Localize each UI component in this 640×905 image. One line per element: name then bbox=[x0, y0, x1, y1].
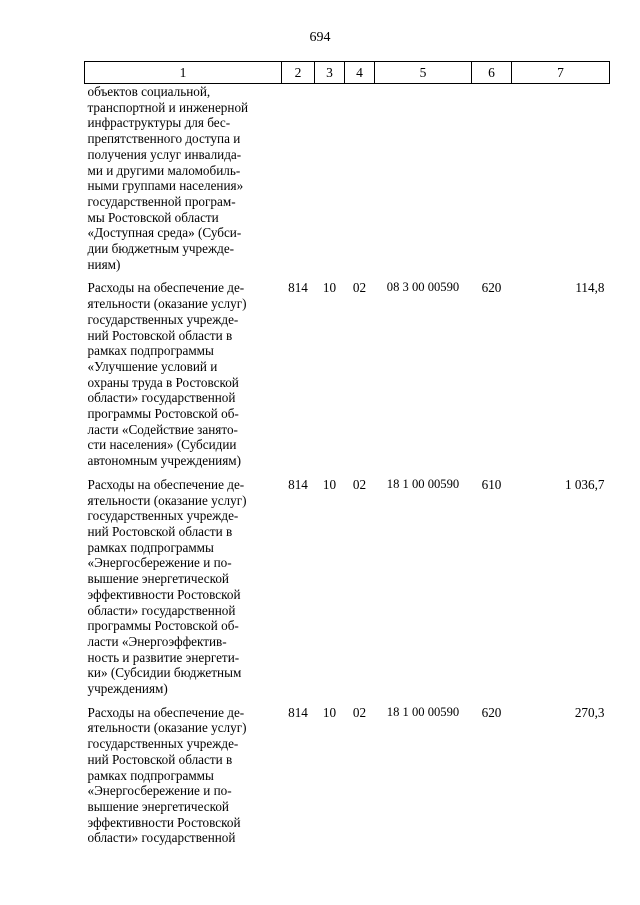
ministry-code: 814 bbox=[288, 476, 308, 492]
description-line: «Улучшение условий и bbox=[87, 358, 218, 374]
ministry-code: 814 bbox=[288, 704, 308, 720]
column-header: 6 bbox=[472, 62, 512, 84]
description-line: «Энергосбережение и по- bbox=[87, 783, 232, 799]
description-line: эффективности Ростовской bbox=[87, 586, 241, 602]
description-line: ний Ростовской области в bbox=[87, 751, 233, 767]
column-header: 4 bbox=[345, 62, 375, 84]
description-line: ми и другими маломобиль- bbox=[87, 162, 241, 178]
description-line: программы Ростовской об- bbox=[87, 406, 239, 422]
description-line: ласти «Энергоэффектив- bbox=[87, 633, 227, 649]
ministry-code: 814 bbox=[288, 280, 308, 296]
description-line: ласти «Содействие занято- bbox=[87, 421, 238, 437]
description-line: эффективности Ростовской bbox=[87, 814, 241, 830]
expense-description bbox=[85, 84, 282, 281]
description-line: программы Ростовской об- bbox=[87, 618, 239, 634]
description-line: автономным учреждениям) bbox=[87, 453, 242, 469]
amount: 1 036,7 bbox=[564, 476, 605, 492]
expense-type-code bbox=[472, 84, 512, 281]
section-code: 10 bbox=[322, 476, 337, 492]
table-row bbox=[85, 84, 610, 281]
description-line: «Энергосбережение и по- bbox=[87, 555, 232, 571]
table-row bbox=[85, 280, 610, 476]
column-header: 2 bbox=[282, 62, 315, 84]
description-line: Расходы на обеспечение де- bbox=[87, 476, 245, 492]
description-line: сти населения» (Субсидии bbox=[87, 437, 237, 453]
subsection-code bbox=[345, 84, 375, 281]
description-line: ний Ростовской области в bbox=[87, 327, 233, 343]
description-line: области» государственной bbox=[87, 602, 236, 618]
description-line: объектов социальной, bbox=[87, 84, 211, 99]
column-header: 7 bbox=[512, 62, 610, 84]
description-line: рамках подпрограммы bbox=[87, 539, 214, 555]
column-header: 5 bbox=[375, 62, 472, 84]
header-row bbox=[85, 62, 610, 84]
target-article-code: 08 3 00 00590 bbox=[386, 280, 460, 295]
expense-description bbox=[85, 280, 282, 476]
description-line: учреждениям) bbox=[87, 681, 168, 697]
description-line: инфраструктуры для бес- bbox=[87, 115, 231, 131]
description-line: «Доступная среда» (Субси- bbox=[87, 225, 242, 241]
target-article-code: 18 1 00 00590 bbox=[386, 476, 460, 491]
description-line: Расходы на обеспечение де- bbox=[87, 280, 245, 296]
description-line: ятельности (оказание услуг) bbox=[87, 492, 247, 508]
description-line: области» государственной bbox=[87, 390, 236, 406]
description-line: охраны труда в Ростовской bbox=[87, 374, 239, 390]
target-article-code bbox=[375, 84, 472, 281]
budget-table bbox=[84, 61, 610, 854]
description-line: ятельности (оказание услуг) bbox=[87, 296, 247, 312]
description-line: препятственного доступа и bbox=[87, 131, 241, 147]
description-line: ными группами населения» bbox=[87, 178, 244, 194]
description-line: получения услуг инвалида- bbox=[87, 146, 242, 162]
description-line: государственных учрежде- bbox=[87, 508, 239, 524]
description-line: рамках подпрограммы bbox=[87, 767, 214, 783]
expense-description bbox=[85, 705, 282, 854]
expense-type-code: 610 bbox=[481, 476, 502, 492]
description-line: вышение энергетической bbox=[87, 571, 229, 587]
page-number: 694 bbox=[309, 30, 331, 45]
description-line: государственных учрежде- bbox=[87, 311, 239, 327]
description-line: государственной програм- bbox=[87, 193, 236, 209]
target-article-code: 18 1 00 00590 bbox=[386, 704, 460, 719]
description-line: государственных учрежде- bbox=[87, 736, 239, 752]
column-header: 3 bbox=[315, 62, 345, 84]
subsection-code: 02 bbox=[352, 704, 367, 720]
section-code: 10 bbox=[322, 280, 337, 296]
table-row bbox=[85, 705, 610, 854]
description-line: ниям) bbox=[87, 256, 121, 272]
amount: 270,3 bbox=[574, 704, 605, 720]
amount: 114,8 bbox=[575, 280, 605, 296]
subsection-code: 02 bbox=[352, 476, 367, 492]
description-line: мы Ростовской области bbox=[87, 209, 219, 225]
description-line: ки» (Субсидии бюджетным bbox=[87, 665, 242, 681]
table-row bbox=[85, 477, 610, 705]
description-line: ятельности (оказание услуг) bbox=[87, 720, 247, 736]
expense-description bbox=[85, 477, 282, 705]
amount bbox=[512, 84, 610, 281]
section-code: 10 bbox=[322, 704, 337, 720]
description-line: ний Ростовской области в bbox=[87, 523, 233, 539]
expense-type-code: 620 bbox=[481, 704, 502, 720]
expense-type-code: 620 bbox=[481, 280, 502, 296]
description-line: области» государственной bbox=[87, 830, 236, 846]
description-line: вышение энергетической bbox=[87, 798, 229, 814]
description-line: дии бюджетным учрежде- bbox=[87, 241, 235, 257]
ministry-code bbox=[282, 84, 315, 281]
subsection-code: 02 bbox=[352, 280, 367, 296]
description-line: рамках подпрограммы bbox=[87, 343, 214, 359]
description-line: транспортной и инженерной bbox=[87, 99, 249, 115]
description-line: ность и развитие энергети- bbox=[87, 649, 240, 665]
section-code bbox=[315, 84, 345, 281]
column-header: 1 bbox=[85, 62, 282, 84]
description-line: Расходы на обеспечение де- bbox=[87, 704, 245, 720]
